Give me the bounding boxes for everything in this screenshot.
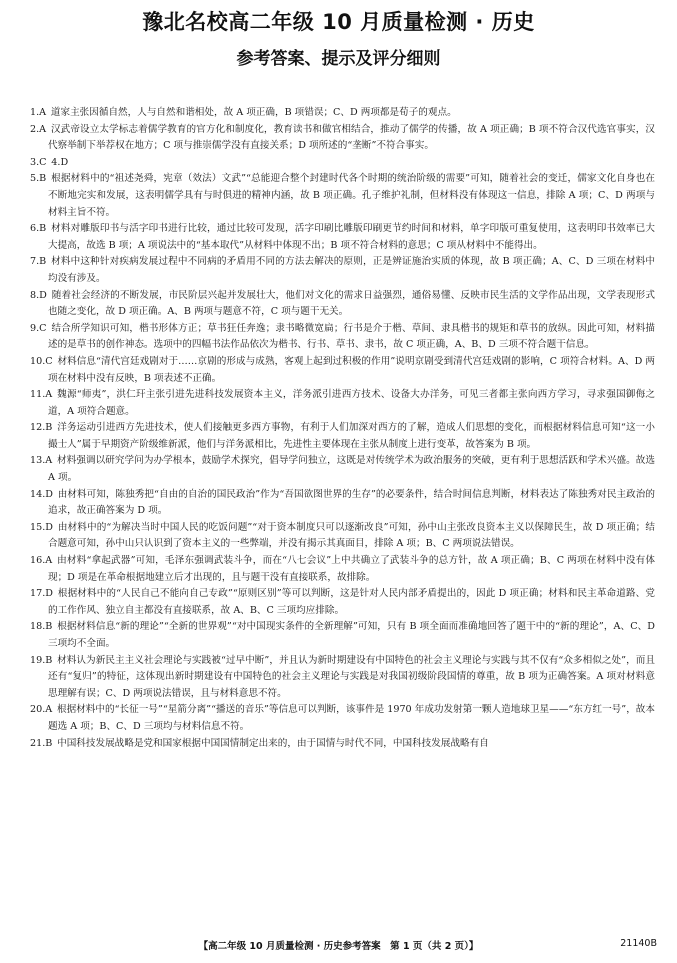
answer-item	[30, 453, 655, 486]
answer-explanation: 道家主张因循自然，人与自然和谐相处，故 A 项正确，B 项错误；C、D 两项都是荀子的观点。	[50, 107, 457, 118]
answer-number: 1.A	[30, 107, 47, 118]
answer-item	[30, 619, 655, 652]
answer-item	[30, 288, 655, 321]
answer-item	[30, 553, 655, 586]
answer-number: 6.B	[30, 223, 47, 235]
answer-number: 14.D	[30, 488, 53, 500]
answer-number: 10.C	[30, 355, 53, 367]
answer-explanation: 材料强调以研究学问为办学根本，鼓励学术探究，倡导学问独立，这既是对传统学术为政治服务的突破，更有利于思想活跃和学术兴盛。故选 A 项。	[48, 455, 655, 484]
answer-number: 15.D	[30, 521, 53, 533]
answer-explanation: 材料中这种针对疾病发展过程中不同病的矛盾用不同的方法去解决的原则，正是辨证施治实质的体现，故 B 项正确；A、C、D 三项在材料中均没有涉及。	[48, 256, 655, 284]
answer-explanation: 由材料可知，陈独秀把“自由的自治的国民政治”作为“吾国欲图世界的生存”的必要条件，结合时间信息判断，材料表达了陈独秀对民主政治的追求，故正确答案为 D 项。	[48, 488, 655, 517]
answer-item	[30, 354, 655, 387]
answer-number: 20.A	[30, 704, 53, 716]
answer-number: 17.D	[30, 588, 53, 600]
answer-explanation: 材料对雕版印书与活字印书进行比较，通过比较可发现，活字印刷比雕版印刷更节约时间和材料，单字印版可重复使用，这表明印书效率已大大提高，故选 B 项；A 项说法中的“基本取代”从材料中体现不出；B 项不符合材料的意思；C 项从材料中不能得出。	[48, 223, 655, 251]
answer-explanation: 根据材料中的“祖述尧舜，宪章（效法）文武”“总能迎合整个封建时代各个时期的统治阶级的需要”可知，随着社会的变迁，儒家文化自身也在不断地完实和发展，这表明儒学具有与时俱进的精神内涵，故 B 项正确。孔子维护礼制，但材料没有体现这一信息，排除 A 项；C、D 两项与材料主旨不符。	[48, 173, 655, 218]
answer-item	[30, 321, 655, 354]
page-subtitle: 参考答案、提示及评分细则	[236, 49, 441, 69]
answer-explanation: 由材料中的“为解决当时中国人民的吃饭问题”“对于资本制度只可以逐渐改良”可知，孙中山主张改良资本主义以保障民生，故 D 项正确；结合题意可知，孙中山只认识到了资本主义的一些弊端，并没有揭示其真面目，排除 A 项；B、C 两项说法错误。	[48, 521, 655, 550]
answer-explanation: 随着社会经济的不断发展，市民阶层兴起并发展壮大，他们对文化的需求日益强烈，通俗易懂、反映市民生活的文学作品出现，文学表现形式也随之变化，故 D 项正确。A、B 两项与题意不符，C 项与题干无关。	[48, 289, 655, 318]
answer-item	[30, 254, 655, 287]
answer-explanation: 根据材料中的“长征一号”“星箭分离”“播送的音乐”等信息可以判断，该事件是 1970 年成功发射第一颗人造地球卫星——“东方红一号”，故本题选 A 项；B、C、D 三项均与材料信息不符。	[48, 704, 655, 732]
answer-number: 5.B	[30, 173, 47, 185]
answer-explanation: 魏源“师夷”，洪仁玕主张引进先进科技发展资本主义，洋务派引进西方技术、设备大办洋务，可见三者都主张向西方学习，寻求强国御侮之道，A 项符合题意。	[48, 389, 655, 417]
answer-number: 19.B	[30, 654, 53, 666]
answer-item	[30, 653, 655, 703]
answer-explanation: 根据材料信息“新的理论”“全新的世界观”“对中国现实条件的全新理解”可知，只有 B 项全面而准确地回答了题干中的“新的理论”，A、C、D 三项均不全面。	[48, 621, 655, 649]
answer-number: 18.B	[30, 621, 53, 633]
answer-item	[30, 155, 655, 172]
answer-item	[30, 586, 655, 619]
answer-explanation: 根据材料中的“人民自己不能向自己专政”“原则区别”等可以判断，这是针对人民内部矛盾提出的，因此 D 项正确；材料和民主革命道路、党的工作作风、独立自主都没有直接联系，故 A、B、C 三项均应排除。	[48, 588, 655, 616]
answer-item	[30, 387, 655, 420]
answer-number: 21.B	[30, 737, 53, 749]
answer-number: 13.A	[30, 455, 53, 467]
answer-item	[30, 171, 655, 221]
answer-item	[30, 221, 655, 254]
answer-item	[30, 520, 655, 553]
answer-number: 11.A	[30, 389, 53, 401]
answer-explanation: 材料认为新民主主义社会理论与实践被“过早中断”，并且认为新时期建设有中国特色的社会主义理论与实践与其不仅有“众多相似之处”，而且还有“复归”的特征，这体现出新时期建设有中国特色的社会主义理论与实践是对我国初级阶段国情的尊重，故 B 项为正确答案。A 项对材料意思理解有误；C、D 两项说法错误，且与材料意思不符。	[48, 654, 655, 699]
answer-item	[30, 105, 655, 122]
answer-number: 9.C	[30, 322, 47, 334]
footer-page-info: 【高二年级 10 月质量检测 · 历史参考答案 第 1 页（共 2 页）】	[198, 941, 479, 952]
answer-item	[30, 487, 655, 520]
page-title: 豫北名校高二年级 10 月质量检测 · 历史	[142, 10, 535, 34]
answer-explanation: 中国科技发展战略是党和国家根据中国国情制定出来的，由于国情与时代不同，中国科技发展战略有自	[57, 737, 489, 749]
answer-list	[30, 105, 655, 752]
answer-explanation: 材料信息“清代宫廷戏剧对于……京剧的形成与成熟，客观上起到过积极的作用”说明京剧受到清代宫廷戏剧的影响，C 项符合材料。A、D 两项在材料中没有反映，B 项表述不正确。	[48, 355, 655, 384]
answer-explanation: 结合所学知识可知，楷书形体方正；草书狂任奔逸；隶书略微宽扁；行书是介于楷、草间、隶具楷书的规矩和草书的放纵。因此可知，材料描述的是草书的创作神态。选项中的四幅书法作品依次为楷书、行书、草书、隶书，故 C 项正确，A、B、D 三项不符合题干信息。	[48, 322, 655, 351]
answer-item	[30, 122, 655, 155]
answer-item	[30, 702, 655, 735]
answer-item	[30, 420, 655, 453]
answer-number: 8.D	[30, 289, 47, 301]
answer-explanation: 由材料“拿起武器”可知，毛泽东强调武装斗争，而在“八七会议”上中共确立了武装斗争的总方针，故 A 项正确；B、C 两项在材料中没有体现；D 项是在革命根据地建立后才出现的，且与题干没有直接联系，故排除。	[48, 555, 655, 583]
answer-explanation: 4.D	[51, 156, 69, 168]
answer-number: 12.B	[30, 422, 53, 434]
answer-explanation: 洋务运动引进西方先进技术，使人们接触更多西方事物，有利于人们加深对西方的了解，造成人们思想的变化，而根据材料信息可知“这一小撮士人”属于早期资产阶级维新派，他们与洋务派相比，先进性主要体现在主张从制度上进行变革，故答案为 B 项。	[48, 422, 655, 450]
footer-code: 21140B	[620, 938, 657, 949]
answer-explanation: 汉武帝设立太学标志着儒学教育的官方化和制度化，教育读书和做官相结合，推动了儒学的传播，故 A 项正确；B 项不符合汉代选官事实，汉代察举制下举荐权在地方；C 项与推崇儒学没有直接关系；D 项所述的“垄断”不符合事实。	[48, 123, 655, 152]
answer-number: 16.A	[30, 555, 53, 567]
answer-number: 2.A	[30, 123, 47, 135]
answer-item	[30, 736, 655, 753]
answer-number: 3.C	[30, 156, 47, 168]
answer-number: 7.B	[30, 256, 47, 268]
